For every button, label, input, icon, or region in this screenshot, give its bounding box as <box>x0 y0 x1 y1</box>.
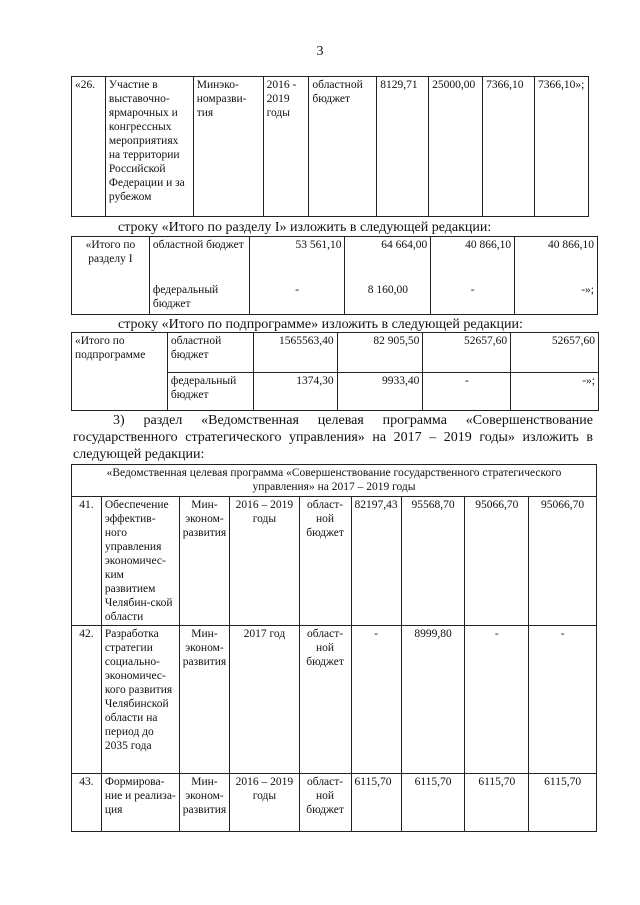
value-col-2 <box>345 237 431 315</box>
value-col-4 <box>515 237 598 315</box>
value-2016: 82197,43 <box>351 497 401 626</box>
federal-v4: -»; <box>511 373 599 411</box>
source-regional: областной бюджет <box>167 333 253 373</box>
instruction-line-2: строку «Итого по подпрограмме» изложить в следующей редакции: <box>118 317 523 332</box>
period: 2016 – 2019 годы <box>230 774 299 832</box>
source-federal: федеральный бюджет <box>152 284 219 310</box>
regional-v1: 53 561,10 <box>295 239 342 251</box>
source-regional: областной бюджет <box>152 239 244 251</box>
funding-source: област-ной бюджет <box>299 626 351 774</box>
funding-source: област-ной бюджет <box>299 774 351 832</box>
funding-source: област-ной бюджет <box>299 497 351 626</box>
instruction-line-1: строку «Итого по разделу I» изложить в следующей редакции: <box>118 220 492 235</box>
value-2018: 6115,70 <box>465 774 529 832</box>
paragraph-3: 3) раздел «Ведомственная целевая программа «Совершенствование государственного стратегического управления» на 2017 – 2019 годы» изложить в следующей редакции: <box>73 413 593 462</box>
regional-v4: 52657,60 <box>511 333 599 373</box>
responsible-org: Мин-эконом-развития <box>179 626 229 774</box>
regional-v1: 1565563,40 <box>253 333 337 373</box>
value-col-1 <box>249 237 345 315</box>
funding-source: областной бюджет <box>309 77 377 217</box>
federal-v3: - <box>423 373 511 411</box>
value-2017: 6115,70 <box>401 774 465 832</box>
regional-v2: 64 664,00 <box>381 239 428 251</box>
value-2019: - <box>529 626 597 774</box>
program-header: «Ведомственная целевая программа «Совершенствование государственного стратегического управления» на 2017 – 2019 годы <box>72 465 597 497</box>
measure-name: Разработка стратегии социально-экономичес-кого развития Челябинской области на период до 2035 года <box>101 626 179 774</box>
row-26-table <box>71 76 589 217</box>
row-number: 42. <box>72 626 102 774</box>
page-number: 3 <box>316 44 324 59</box>
value-2017: 95568,70 <box>401 497 465 626</box>
value-2018: 95066,70 <box>465 497 529 626</box>
value-2017: 8999,80 <box>401 626 465 774</box>
regional-v3: 40 866,10 <box>465 239 512 251</box>
department-program-table <box>71 464 597 832</box>
measure-name: Формирова-ние и реализа-ция <box>101 774 179 832</box>
federal-v4: -»; <box>581 284 594 296</box>
period: 2017 год <box>230 626 299 774</box>
responsible-org: Мин-эконом-развития <box>179 497 229 626</box>
total-subprogram-table <box>71 332 599 411</box>
source-federal: федеральный бюджет <box>167 373 253 411</box>
total-section-1-table <box>71 236 598 315</box>
value-2018: 7366,10 <box>483 77 535 217</box>
period: 2016 - 2019 годы <box>263 77 309 217</box>
federal-v3: - <box>470 284 475 296</box>
row-number: 43. <box>72 774 102 832</box>
measure-name: Обеспечение эффектив-ного управления экономичес-ким развитием Челябин-ской области <box>101 497 179 626</box>
federal-v2: 9933,40 <box>337 373 423 411</box>
regional-v4: 40 866,10 <box>548 239 594 251</box>
funding-sources <box>149 237 249 315</box>
measure-name: Участие в выставочно-ярмарочных и конгрессных мероприятиях на территории Российской Федерации и за рубежом <box>105 77 193 217</box>
value-2017: 25000,00 <box>429 77 483 217</box>
value-2016: 6115,70 <box>351 774 401 832</box>
row-number: «26. <box>72 77 106 217</box>
federal-v2: 8 160,00 <box>367 284 409 296</box>
federal-v1: 1374,30 <box>253 373 337 411</box>
value-2016: - <box>351 626 401 774</box>
value-2019: 95066,70 <box>529 497 597 626</box>
value-2018: - <box>465 626 529 774</box>
regional-v2: 82 905,50 <box>337 333 423 373</box>
responsible-org: Минэко-номразви-тия <box>193 77 263 217</box>
responsible-org: Мин-эконом-развития <box>179 774 229 832</box>
period: 2016 – 2019 годы <box>230 497 299 626</box>
value-col-3 <box>431 237 515 315</box>
total-label: «Итого по подпрограмме <box>72 333 168 411</box>
value-2019: 7366,10»; <box>534 77 588 217</box>
regional-v3: 52657,60 <box>423 333 511 373</box>
value-2019: 6115,70 <box>529 774 597 832</box>
row-number: 41. <box>72 497 102 626</box>
value-2016: 8129,71 <box>377 77 429 217</box>
federal-v1: - <box>295 284 300 296</box>
total-label: «Итого по разделу I <box>72 237 150 315</box>
